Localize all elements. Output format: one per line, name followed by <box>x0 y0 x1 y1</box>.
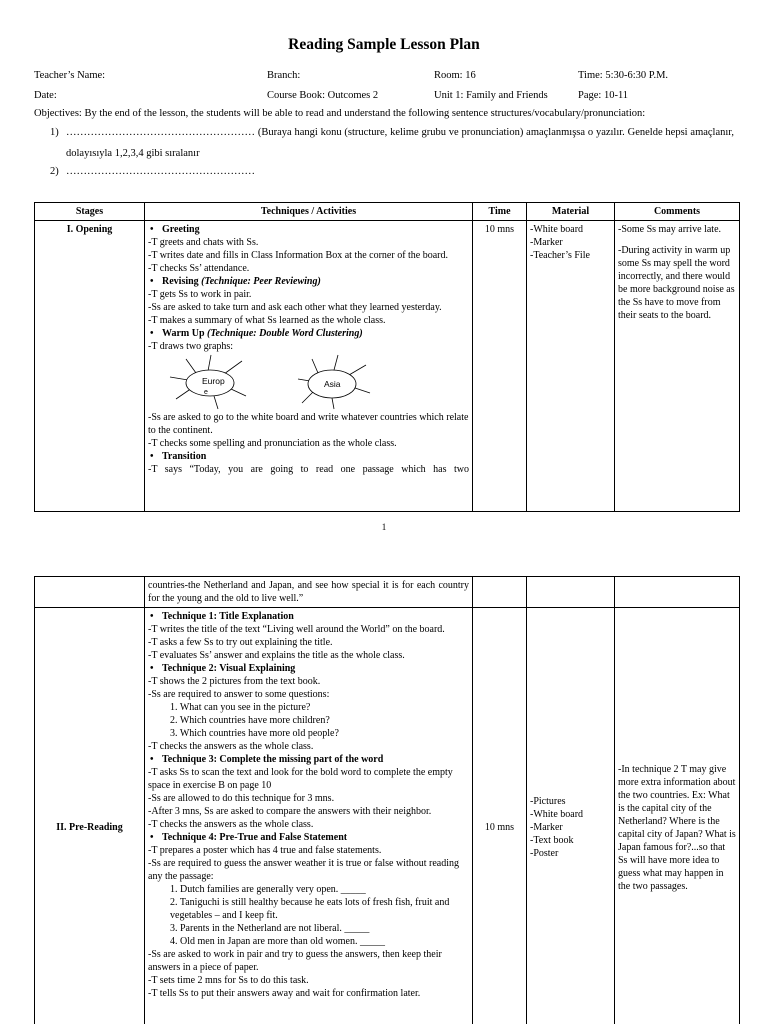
material-item: -Pictures <box>530 796 566 807</box>
header-techniques: Techniques / Activities <box>145 203 473 221</box>
technique-4-line: -T tells Ss to put their answers away and wait for confirmation later. <box>148 988 421 999</box>
page-range-label: Page: 10-11 <box>578 90 629 101</box>
question-item: 1. What can you see in the picture? <box>170 702 311 713</box>
bullet-icon: • <box>150 663 154 674</box>
technique-1-line: -T writes the title of the text “Living well around the World” on the board. <box>148 624 445 635</box>
revising-line: -T makes a summary of what Ss learned as the whole class. <box>148 315 386 326</box>
objective-2-number: 2) <box>50 166 59 177</box>
lesson-table-page-1 <box>34 202 740 512</box>
warmup-line: -T checks some spelling and pronunciation as the whole class. <box>148 438 397 449</box>
teacher-name-label: Teacher’s Name: <box>34 70 106 81</box>
opening-comments <box>615 221 740 512</box>
technique-2-line: -Ss are required to answer to some questions: <box>148 689 330 700</box>
page-2 <box>0 576 768 1024</box>
material-item: -White board <box>530 224 584 235</box>
transition-heading: • Transition <box>150 451 207 462</box>
word-cluster-diagram <box>148 353 470 411</box>
material-item: -Text book <box>530 835 574 846</box>
technique-1-heading: • Technique 1: Title Explanation <box>150 611 294 622</box>
technique-4-line: -T sets time 2 mns for Ss to do this task. <box>148 975 309 986</box>
technique-3-line: -T checks the answers as the whole class. <box>148 819 314 830</box>
revising-line: -T gets Ss to work in pair. <box>148 289 252 300</box>
table-header-row <box>35 203 740 221</box>
header-stages: Stages <box>35 203 145 221</box>
comment-item: -In technique 2 T may give more extra information about the two countries. Ex: What is the capital city of the Netherland? Where is the capital city of Japan? What is Japan famous for?...so that Ss will have more idea to guess what may happen in the two passages. <box>618 763 736 892</box>
date-label: Date: <box>34 90 57 101</box>
asia-label: Asia <box>324 379 341 389</box>
prereading-comments <box>615 608 740 1024</box>
bullet-icon: • <box>150 276 154 287</box>
material-item: -Marker <box>530 822 563 833</box>
objective-1-text: ……………………………………………… (Buraya hangi konu (structure, kelime grubu ve pronunciation) amaçlanmışsa o yazılır. Genelde hepsi amaçlanır, dolayısıyla 1,2,3,4 gibi sıralanır <box>66 127 734 159</box>
technique-3-line: -Ss are allowed to do this technique for 3 mns. <box>148 793 335 804</box>
question-item: 2. Which countries have more children? <box>170 715 330 726</box>
continuation-row <box>35 577 740 608</box>
page-number: 1 <box>381 522 387 532</box>
bullet-icon: • <box>150 328 154 339</box>
greeting-line: -T greets and chats with Ss. <box>148 237 259 248</box>
technique-3-heading: • Technique 3: Complete the missing part of the word <box>150 754 384 765</box>
statement-item: 3. Parents in the Netherland are not liberal. _____ <box>170 923 370 934</box>
greeting-line: -T checks Ss’ attendance. <box>148 263 250 274</box>
opening-activities <box>145 221 473 512</box>
europe-label: Europ <box>202 376 225 386</box>
prereading-activities <box>145 608 473 1024</box>
document-title: Reading Sample Lesson Plan <box>288 36 480 53</box>
page-gap <box>0 548 768 576</box>
opening-materials <box>527 221 615 512</box>
warmup-line: -Ss are asked to go to the white board and write whatever countries which relate to the continent. <box>148 412 469 436</box>
technique-3-line: -T asks Ss to scan the text and look for the bold word to complete the empty space in exercise B on page 10 <box>148 767 453 791</box>
prereading-stage: II. Pre-Reading <box>35 608 145 1024</box>
transition-line: -T says “Today, you are going to read one passage which has two <box>148 464 469 475</box>
technique-3-line: -After 3 mns, Ss are asked to compare the answers with their neighbor. <box>148 806 432 817</box>
course-book-label: Course Book: Outcomes 2 <box>267 90 379 101</box>
prereading-materials <box>527 608 615 1024</box>
technique-1-line: -T asks a few Ss to try out explaining the title. <box>148 637 333 648</box>
branch-label: Branch: <box>267 70 301 81</box>
material-item: -Teacher’s File <box>530 250 590 261</box>
technique-4-line: -Ss are required to guess the answer weather it is true or false without reading any the passage: <box>148 858 460 882</box>
room-label: Room: 16 <box>434 70 476 81</box>
warmup-heading: • Warm Up (Technique: Double Word Clustering) <box>150 328 363 339</box>
opening-row <box>35 221 740 512</box>
header-comments: Comments <box>615 203 740 221</box>
bullet-icon: • <box>150 224 154 235</box>
material-item: -Marker <box>530 237 563 248</box>
material-item: -Poster <box>530 848 559 859</box>
warmup-line: -T draws two graphs: <box>148 341 234 352</box>
objective-1-number: 1) <box>50 127 59 138</box>
revising-heading: • Revising (Technique: Peer Reviewing) <box>150 276 321 287</box>
lesson-table-page-2 <box>34 576 740 1024</box>
bullet-icon: • <box>150 832 154 843</box>
unit-label: Unit 1: Family and Friends <box>434 90 548 101</box>
material-item: -White board <box>530 809 584 820</box>
objectives-intro: Objectives: By the end of the lesson, the students will be able to read and understand the following sentence structures/vocabulary/pronunciation: <box>34 108 646 119</box>
statement-item: 4. Old men in Japan are more than old women. _____ <box>170 936 385 947</box>
statement-item: 1. Dutch families are generally very open. _____ <box>170 884 366 895</box>
word-cluster-graphs <box>148 353 469 411</box>
technique-4-line: -T prepares a poster which has 4 true and false statements. <box>148 845 382 856</box>
opening-stage: I. Opening <box>35 221 145 512</box>
question-item: 3. Which countries have more old people? <box>170 728 339 739</box>
technique-4-line: -Ss are asked to work in pair and try to guess the answers, then keep their answers in a piece of paper. <box>148 949 442 973</box>
technique-2-line: -T checks the answers as the whole class. <box>148 741 314 752</box>
bullet-icon: • <box>150 451 154 462</box>
objective-2-text: ……………………………………………… <box>66 166 255 177</box>
prereading-row <box>35 608 740 1024</box>
opening-time: 10 mns <box>473 221 527 512</box>
technique-4-heading: • Technique 4: Pre-True and False Statement <box>150 832 348 843</box>
bullet-icon: • <box>150 611 154 622</box>
header-material: Material <box>527 203 615 221</box>
comment-item: -During activity in warm up some Ss may spell the word incorrectly, and there would be more background noise as the Ss have to move from their seats to the board. <box>618 245 735 321</box>
comment-item: -Some Ss may arrive late. <box>618 224 722 235</box>
header-time: Time <box>473 203 527 221</box>
technique-1-line: -T evaluates Ss’ answer and explains the title as the whole class. <box>148 650 405 661</box>
prereading-time: 10 mns <box>473 608 527 1024</box>
greeting-heading: • Greeting <box>150 224 200 235</box>
statement-item: 2. Taniguchi is still healthy because he eats lots of fresh fish, fruit and vegetables – and I keep fit. <box>170 897 450 921</box>
svg-text:e: e <box>204 389 208 396</box>
technique-2-heading: • Technique 2: Visual Explaining <box>150 663 296 674</box>
time-label: Time: 5:30-6:30 P.M. <box>578 70 669 81</box>
revising-line: -Ss are asked to take turn and ask each other what they learned yesterday. <box>148 302 442 313</box>
continuation-text: countries-the Netherland and Japan, and see how special it is for each country for the young and the old to live well.” <box>145 577 473 608</box>
bullet-icon: • <box>150 754 154 765</box>
greeting-line: -T writes date and fills in Class Information Box at the corner of the board. <box>148 250 449 261</box>
technique-2-line: -T shows the 2 pictures from the text book. <box>148 676 321 687</box>
